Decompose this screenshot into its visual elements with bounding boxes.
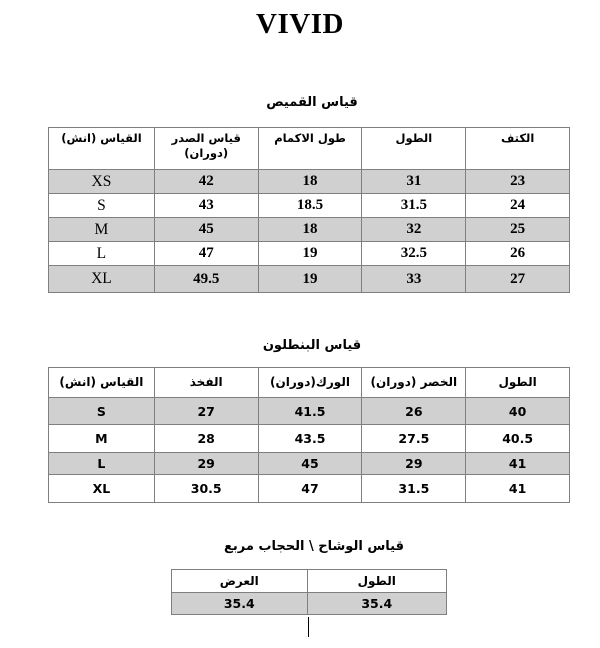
- table-cell: 23: [466, 170, 570, 194]
- width-header: العرض: [172, 570, 308, 593]
- text-cursor: [308, 617, 309, 637]
- table-header-row: [49, 368, 570, 398]
- table-header-row: [49, 128, 570, 170]
- table-cell: 35.4: [307, 593, 446, 615]
- table-row: [49, 425, 570, 453]
- size-cell: M: [49, 218, 155, 242]
- length-header: الطول: [307, 570, 446, 593]
- size-cell: S: [49, 194, 155, 218]
- table-cell: 43.5: [258, 425, 362, 453]
- thigh-header: الفخذ: [154, 368, 258, 398]
- waist-header: الخصر (دوران): [362, 368, 466, 398]
- table-cell: 35.4: [172, 593, 308, 615]
- size-cell: XS: [49, 170, 155, 194]
- size-cell: S: [49, 398, 155, 425]
- scarf-size-title: قياس الوشاح \ الحجاب مربع: [224, 539, 404, 554]
- table-row: [49, 242, 570, 266]
- table-cell: 33: [362, 266, 466, 293]
- table-cell: 28: [154, 425, 258, 453]
- table-cell: 18: [258, 170, 362, 194]
- table-row: [49, 398, 570, 425]
- scarf-size-table: [171, 569, 447, 615]
- table-cell: 24: [466, 194, 570, 218]
- table-cell: 43: [154, 194, 258, 218]
- table-cell: 25: [466, 218, 570, 242]
- table-cell: 31: [362, 170, 466, 194]
- table-cell: 32: [362, 218, 466, 242]
- table-cell: 29: [154, 453, 258, 475]
- table-row: [49, 218, 570, 242]
- chest-header: قياس الصدر (دوران): [154, 128, 258, 170]
- table-header-row: [172, 570, 447, 593]
- table-cell: 27: [154, 398, 258, 425]
- table-cell: 31.5: [362, 475, 466, 503]
- table-cell: 30.5: [154, 475, 258, 503]
- table-cell: 18.5: [258, 194, 362, 218]
- table-cell: 45: [154, 218, 258, 242]
- brand-title: VIVID: [256, 8, 344, 40]
- pants-size-table: [48, 367, 570, 503]
- table-cell: 19: [258, 266, 362, 293]
- table-cell: 27.5: [362, 425, 466, 453]
- pants-size-title: قياس البنطلون: [262, 338, 362, 353]
- size-cell: L: [49, 242, 155, 266]
- size-cell: M: [49, 425, 155, 453]
- table-cell: 41: [466, 453, 570, 475]
- size-cell: XL: [49, 475, 155, 503]
- size-header: القياس (انش): [49, 128, 155, 170]
- shirt-size-title: قياس القميص: [266, 95, 358, 110]
- table-cell: 29: [362, 453, 466, 475]
- table-cell: 40.5: [466, 425, 570, 453]
- table-row: [49, 194, 570, 218]
- hip-header: الورك(دوران): [258, 368, 362, 398]
- table-cell: 32.5: [362, 242, 466, 266]
- table-cell: 27: [466, 266, 570, 293]
- table-cell: 42: [154, 170, 258, 194]
- table-cell: 31.5: [362, 194, 466, 218]
- table-cell: 40: [466, 398, 570, 425]
- size-header: القياس (انش): [49, 368, 155, 398]
- size-cell: XL: [49, 266, 155, 293]
- table-cell: 47: [154, 242, 258, 266]
- size-cell: L: [49, 453, 155, 475]
- sleeve-length-header: طول الاكمام: [258, 128, 362, 170]
- table-cell: 19: [258, 242, 362, 266]
- table-row: [49, 266, 570, 293]
- table-row: [172, 593, 447, 615]
- table-cell: 18: [258, 218, 362, 242]
- table-cell: 41: [466, 475, 570, 503]
- table-cell: 49.5: [154, 266, 258, 293]
- table-cell: 47: [258, 475, 362, 503]
- table-cell: 41.5: [258, 398, 362, 425]
- table-row: [49, 453, 570, 475]
- length-header: الطول: [466, 368, 570, 398]
- table-row: [49, 170, 570, 194]
- shirt-size-table: [48, 127, 570, 293]
- table-cell: 45: [258, 453, 362, 475]
- table-row: [49, 475, 570, 503]
- table-cell: 26: [362, 398, 466, 425]
- length-header: الطول: [362, 128, 466, 170]
- table-cell: 26: [466, 242, 570, 266]
- shoulder-header: الكتف: [466, 128, 570, 170]
